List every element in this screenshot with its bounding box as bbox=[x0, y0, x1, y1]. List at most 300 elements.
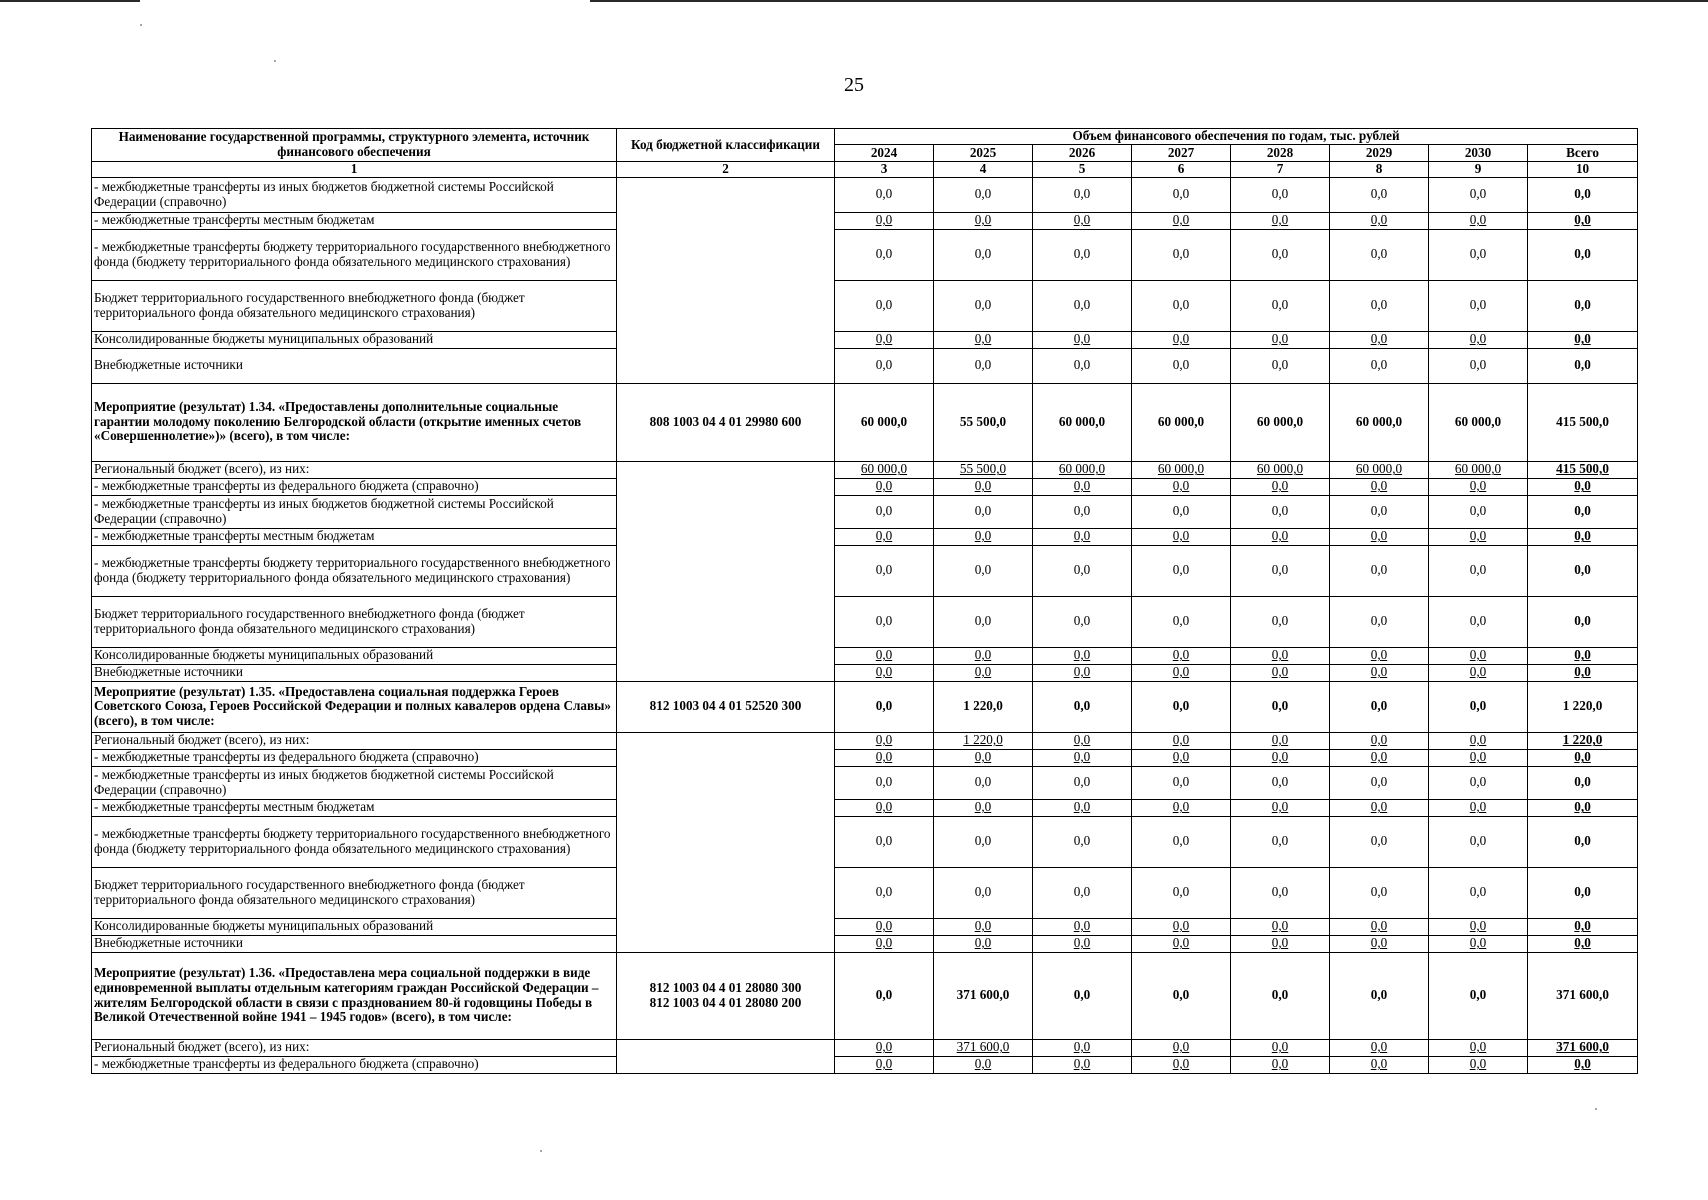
value-year: 0,0 bbox=[1330, 647, 1429, 664]
header-code: Код бюджетной классификации bbox=[617, 129, 835, 162]
value-total: 0,0 bbox=[1528, 348, 1638, 383]
value-year: 0,0 bbox=[1429, 596, 1528, 647]
value-total: 0,0 bbox=[1528, 918, 1638, 935]
header-volume: Объем финансового обеспечения по годам, тыс. рублей bbox=[835, 129, 1638, 145]
value-year: 0,0 bbox=[1231, 749, 1330, 766]
budget-code-line: 812 1003 04 4 01 52520 300 bbox=[649, 698, 802, 714]
value-year: 0,0 bbox=[835, 478, 934, 495]
value-year: 0,0 bbox=[1429, 212, 1528, 229]
table-row bbox=[92, 1056, 1638, 1073]
column-number: 4 bbox=[934, 162, 1033, 178]
table-row bbox=[92, 478, 1638, 495]
header-year: 2025 bbox=[934, 145, 1033, 162]
value-year: 0,0 bbox=[934, 495, 1033, 528]
value-year: 0,0 bbox=[835, 1056, 934, 1073]
value-year: 1 220,0 bbox=[934, 681, 1033, 732]
value-year: 0,0 bbox=[1429, 681, 1528, 732]
value-year: 0,0 bbox=[1132, 681, 1231, 732]
value-year: 0,0 bbox=[934, 280, 1033, 331]
table-row bbox=[92, 766, 1638, 799]
value-year: 371 600,0 bbox=[934, 1039, 1033, 1056]
value-total: 415 500,0 bbox=[1528, 461, 1638, 478]
value-year: 0,0 bbox=[934, 935, 1033, 952]
value-year: 0,0 bbox=[1330, 348, 1429, 383]
value-year: 0,0 bbox=[1231, 1056, 1330, 1073]
header-name: Наименование государственной программы, структурного элемента, источник финансового обеспечения bbox=[92, 129, 617, 162]
value-year: 0,0 bbox=[1231, 596, 1330, 647]
value-year: 0,0 bbox=[1033, 495, 1132, 528]
budget-code-empty bbox=[617, 177, 835, 383]
row-name: Мероприятие (результат) 1.34. «Предоставлены дополнительные социальные гарантии молодому поколению Белгородской области (открытие именных счетов «Совершеннолетие»)» (всего), в том числе: bbox=[92, 383, 617, 461]
value-year: 60 000,0 bbox=[835, 383, 934, 461]
value-year: 0,0 bbox=[835, 348, 934, 383]
table-row bbox=[92, 348, 1638, 383]
table-row bbox=[92, 280, 1638, 331]
value-year: 0,0 bbox=[1231, 766, 1330, 799]
column-number: 9 bbox=[1429, 162, 1528, 178]
value-total: 0,0 bbox=[1528, 766, 1638, 799]
row-name: - межбюджетные трансферты местным бюджетам bbox=[92, 799, 617, 816]
value-total: 0,0 bbox=[1528, 596, 1638, 647]
value-year: 0,0 bbox=[835, 816, 934, 867]
row-name: - межбюджетные трансферты из федерального бюджета (справочно) bbox=[92, 749, 617, 766]
value-year: 371 600,0 bbox=[934, 952, 1033, 1039]
row-name: Консолидированные бюджеты муниципальных образований bbox=[92, 331, 617, 348]
value-year: 0,0 bbox=[934, 647, 1033, 664]
value-total: 0,0 bbox=[1528, 212, 1638, 229]
value-year: 0,0 bbox=[934, 478, 1033, 495]
value-year: 60 000,0 bbox=[1429, 461, 1528, 478]
value-year: 0,0 bbox=[1033, 478, 1132, 495]
value-year: 0,0 bbox=[934, 918, 1033, 935]
row-name: - межбюджетные трансферты бюджету территориального государственного внебюджетного фонда (бюджету территориального фонда обязательного медицинского страхования) bbox=[92, 545, 617, 596]
value-total: 0,0 bbox=[1528, 331, 1638, 348]
value-total: 0,0 bbox=[1528, 545, 1638, 596]
value-year: 0,0 bbox=[1033, 596, 1132, 647]
column-number: 2 bbox=[617, 162, 835, 178]
header-year: 2027 bbox=[1132, 145, 1231, 162]
page-number: 25 bbox=[844, 74, 864, 96]
value-year: 0,0 bbox=[1231, 681, 1330, 732]
value-year: 60 000,0 bbox=[1033, 383, 1132, 461]
column-number: 1 bbox=[92, 162, 617, 178]
table-row bbox=[92, 177, 1638, 212]
value-year: 0,0 bbox=[1429, 478, 1528, 495]
value-total: 371 600,0 bbox=[1528, 1039, 1638, 1056]
budget-code-line: 808 1003 04 4 01 29980 600 bbox=[649, 413, 802, 429]
value-year: 0,0 bbox=[1330, 799, 1429, 816]
value-total: 0,0 bbox=[1528, 799, 1638, 816]
value-year: 0,0 bbox=[934, 212, 1033, 229]
value-year: 0,0 bbox=[1132, 732, 1231, 749]
value-year: 0,0 bbox=[1231, 212, 1330, 229]
value-year: 0,0 bbox=[835, 935, 934, 952]
row-name: Бюджет территориального государственного внебюджетного фонда (бюджет территориального фонда обязательного медицинского страхования) bbox=[92, 867, 617, 918]
value-year: 0,0 bbox=[835, 545, 934, 596]
value-total: 0,0 bbox=[1528, 935, 1638, 952]
row-name: Региональный бюджет (всего), из них: bbox=[92, 461, 617, 478]
value-year: 0,0 bbox=[1330, 545, 1429, 596]
value-year: 0,0 bbox=[1330, 935, 1429, 952]
table-row bbox=[92, 935, 1638, 952]
value-year: 0,0 bbox=[1033, 867, 1132, 918]
header-total: Всего bbox=[1528, 145, 1638, 162]
scan-top-edge bbox=[0, 0, 1708, 2]
value-year: 0,0 bbox=[934, 596, 1033, 647]
value-year: 0,0 bbox=[1330, 212, 1429, 229]
value-year: 0,0 bbox=[1330, 331, 1429, 348]
value-year: 0,0 bbox=[1033, 918, 1132, 935]
value-total: 0,0 bbox=[1528, 177, 1638, 212]
value-year: 0,0 bbox=[1033, 331, 1132, 348]
value-year: 0,0 bbox=[1033, 177, 1132, 212]
value-total: 0,0 bbox=[1528, 229, 1638, 280]
row-name: - межбюджетные трансферты из иных бюджетов бюджетной системы Российской Федерации (справочно) bbox=[92, 177, 617, 212]
row-name: Региональный бюджет (всего), из них: bbox=[92, 1039, 617, 1056]
table-row bbox=[92, 229, 1638, 280]
value-year: 0,0 bbox=[1429, 545, 1528, 596]
budget-code-empty bbox=[617, 461, 835, 681]
value-year: 0,0 bbox=[1231, 528, 1330, 545]
column-number-row bbox=[92, 162, 1638, 178]
row-name: Мероприятие (результат) 1.36. «Предоставлена мера социальной поддержки в виде единовременной выплаты отдельным категориям граждан Российской Федерации – жителям Белгородской области в связи с празднованием 80-й годовщины Победы в Великой Отечественной войне 1941 – 1945 годов» (всего), в том числе: bbox=[92, 952, 617, 1039]
value-year: 0,0 bbox=[1429, 766, 1528, 799]
budget-code bbox=[617, 681, 835, 732]
row-name: - межбюджетные трансферты из федерального бюджета (справочно) bbox=[92, 478, 617, 495]
value-year: 0,0 bbox=[835, 1039, 934, 1056]
value-year: 0,0 bbox=[1330, 867, 1429, 918]
value-year: 0,0 bbox=[835, 331, 934, 348]
value-year: 0,0 bbox=[1231, 867, 1330, 918]
value-year: 0,0 bbox=[1132, 1056, 1231, 1073]
value-year: 60 000,0 bbox=[835, 461, 934, 478]
budget-code-empty bbox=[617, 732, 835, 952]
value-year: 0,0 bbox=[1033, 766, 1132, 799]
value-year: 0,0 bbox=[835, 766, 934, 799]
value-year: 55 500,0 bbox=[934, 461, 1033, 478]
value-year: 0,0 bbox=[835, 952, 934, 1039]
table-row bbox=[92, 664, 1638, 681]
row-name: Консолидированные бюджеты муниципальных образований bbox=[92, 918, 617, 935]
value-year: 0,0 bbox=[1231, 935, 1330, 952]
value-year: 0,0 bbox=[1132, 348, 1231, 383]
value-year: 0,0 bbox=[1429, 664, 1528, 681]
table-row bbox=[92, 212, 1638, 229]
value-year: 0,0 bbox=[1231, 545, 1330, 596]
scan-speck bbox=[540, 1150, 542, 1152]
value-year: 0,0 bbox=[1330, 177, 1429, 212]
value-year: 0,0 bbox=[934, 867, 1033, 918]
row-name: Внебюджетные источники bbox=[92, 348, 617, 383]
value-year: 60 000,0 bbox=[1033, 461, 1132, 478]
value-year: 0,0 bbox=[1132, 478, 1231, 495]
value-year: 0,0 bbox=[934, 1056, 1033, 1073]
value-year: 0,0 bbox=[1330, 280, 1429, 331]
value-year: 0,0 bbox=[1429, 528, 1528, 545]
value-year: 0,0 bbox=[1429, 918, 1528, 935]
scan-speck bbox=[274, 60, 276, 62]
event-row bbox=[92, 952, 1638, 1039]
row-name: - межбюджетные трансферты местным бюджетам bbox=[92, 212, 617, 229]
table-row bbox=[92, 799, 1638, 816]
value-year: 0,0 bbox=[1330, 766, 1429, 799]
budget-code-empty bbox=[617, 1039, 835, 1073]
table-row bbox=[92, 732, 1638, 749]
value-total: 0,0 bbox=[1528, 528, 1638, 545]
value-total: 0,0 bbox=[1528, 816, 1638, 867]
value-year: 60 000,0 bbox=[1429, 383, 1528, 461]
row-name: - межбюджетные трансферты из федерального бюджета (справочно) bbox=[92, 1056, 617, 1073]
value-year: 0,0 bbox=[1033, 952, 1132, 1039]
value-year: 0,0 bbox=[835, 212, 934, 229]
value-year: 0,0 bbox=[1330, 1056, 1429, 1073]
column-number: 7 bbox=[1231, 162, 1330, 178]
value-year: 0,0 bbox=[835, 799, 934, 816]
value-year: 0,0 bbox=[934, 766, 1033, 799]
value-year: 0,0 bbox=[934, 348, 1033, 383]
value-year: 0,0 bbox=[1132, 918, 1231, 935]
value-year: 0,0 bbox=[1033, 749, 1132, 766]
header-year: 2028 bbox=[1231, 145, 1330, 162]
budget-code bbox=[617, 383, 835, 461]
value-year: 0,0 bbox=[835, 647, 934, 664]
value-year: 0,0 bbox=[934, 177, 1033, 212]
value-year: 0,0 bbox=[1231, 495, 1330, 528]
scan-speck bbox=[140, 24, 142, 26]
column-number: 10 bbox=[1528, 162, 1638, 178]
value-year: 0,0 bbox=[1033, 732, 1132, 749]
value-year: 0,0 bbox=[835, 664, 934, 681]
value-year: 0,0 bbox=[1330, 229, 1429, 280]
value-year: 0,0 bbox=[1231, 331, 1330, 348]
header-year: 2030 bbox=[1429, 145, 1528, 162]
value-year: 0,0 bbox=[1033, 664, 1132, 681]
value-year: 0,0 bbox=[1429, 1056, 1528, 1073]
value-total: 1 220,0 bbox=[1528, 681, 1638, 732]
value-year: 0,0 bbox=[1231, 478, 1330, 495]
value-year: 0,0 bbox=[1429, 495, 1528, 528]
value-year: 0,0 bbox=[1132, 596, 1231, 647]
value-year: 0,0 bbox=[1033, 528, 1132, 545]
column-number: 5 bbox=[1033, 162, 1132, 178]
value-year: 0,0 bbox=[835, 528, 934, 545]
value-year: 0,0 bbox=[1231, 647, 1330, 664]
column-number: 6 bbox=[1132, 162, 1231, 178]
value-total: 415 500,0 bbox=[1528, 383, 1638, 461]
table-row bbox=[92, 749, 1638, 766]
value-year: 0,0 bbox=[835, 867, 934, 918]
value-year: 0,0 bbox=[1429, 331, 1528, 348]
value-year: 0,0 bbox=[1330, 732, 1429, 749]
value-year: 0,0 bbox=[1231, 918, 1330, 935]
table-row bbox=[92, 495, 1638, 528]
budget-code bbox=[617, 952, 835, 1039]
row-name: Консолидированные бюджеты муниципальных образований bbox=[92, 647, 617, 664]
value-year: 0,0 bbox=[1330, 918, 1429, 935]
budget-table bbox=[91, 128, 1638, 1074]
value-year: 0,0 bbox=[1330, 495, 1429, 528]
value-year: 0,0 bbox=[1231, 348, 1330, 383]
table-row bbox=[92, 528, 1638, 545]
row-name: Мероприятие (результат) 1.35. «Предоставлена социальная поддержка Героев Советского Союза, Героев Российской Федерации и полных кавалеров ордена Славы» (всего), в том числе: bbox=[92, 681, 617, 732]
value-year: 0,0 bbox=[1429, 229, 1528, 280]
value-year: 0,0 bbox=[835, 681, 934, 732]
table-row bbox=[92, 647, 1638, 664]
value-year: 0,0 bbox=[1132, 495, 1231, 528]
value-year: 60 000,0 bbox=[1330, 383, 1429, 461]
value-year: 0,0 bbox=[1132, 545, 1231, 596]
value-year: 0,0 bbox=[1132, 766, 1231, 799]
value-year: 0,0 bbox=[1330, 528, 1429, 545]
value-year: 0,0 bbox=[1132, 280, 1231, 331]
value-year: 0,0 bbox=[1231, 1039, 1330, 1056]
value-year: 0,0 bbox=[1033, 229, 1132, 280]
value-total: 0,0 bbox=[1528, 664, 1638, 681]
value-year: 0,0 bbox=[934, 528, 1033, 545]
value-year: 0,0 bbox=[1132, 952, 1231, 1039]
value-year: 0,0 bbox=[835, 918, 934, 935]
value-year: 0,0 bbox=[1132, 331, 1231, 348]
value-year: 0,0 bbox=[1132, 867, 1231, 918]
value-year: 0,0 bbox=[934, 545, 1033, 596]
value-year: 0,0 bbox=[1330, 749, 1429, 766]
table-row bbox=[92, 1039, 1638, 1056]
value-year: 0,0 bbox=[1330, 681, 1429, 732]
value-total: 0,0 bbox=[1528, 867, 1638, 918]
table-row bbox=[92, 918, 1638, 935]
value-year: 0,0 bbox=[1132, 816, 1231, 867]
value-year: 0,0 bbox=[1033, 212, 1132, 229]
value-year: 0,0 bbox=[1132, 528, 1231, 545]
row-name: Внебюджетные источники bbox=[92, 664, 617, 681]
value-year: 0,0 bbox=[1330, 1039, 1429, 1056]
value-year: 0,0 bbox=[835, 495, 934, 528]
value-year: 0,0 bbox=[1429, 348, 1528, 383]
value-year: 0,0 bbox=[934, 749, 1033, 766]
value-year: 0,0 bbox=[1132, 664, 1231, 681]
value-year: 0,0 bbox=[1330, 952, 1429, 1039]
value-year: 0,0 bbox=[1231, 816, 1330, 867]
column-number: 8 bbox=[1330, 162, 1429, 178]
value-year: 0,0 bbox=[1033, 935, 1132, 952]
row-name: Бюджет территориального государственного внебюджетного фонда (бюджет территориального фонда обязательного медицинского страхования) bbox=[92, 596, 617, 647]
value-year: 55 500,0 bbox=[934, 383, 1033, 461]
value-year: 0,0 bbox=[1231, 732, 1330, 749]
value-year: 0,0 bbox=[1429, 867, 1528, 918]
value-year: 0,0 bbox=[1330, 478, 1429, 495]
row-name: - межбюджетные трансферты местным бюджетам bbox=[92, 528, 617, 545]
table-row bbox=[92, 867, 1638, 918]
value-year: 60 000,0 bbox=[1231, 383, 1330, 461]
value-year: 0,0 bbox=[1132, 1039, 1231, 1056]
value-year: 0,0 bbox=[835, 732, 934, 749]
row-name: - межбюджетные трансферты из иных бюджетов бюджетной системы Российской Федерации (справочно) bbox=[92, 766, 617, 799]
value-year: 0,0 bbox=[1033, 348, 1132, 383]
value-year: 0,0 bbox=[1231, 280, 1330, 331]
row-name: Региональный бюджет (всего), из них: bbox=[92, 732, 617, 749]
value-year: 0,0 bbox=[1132, 935, 1231, 952]
value-year: 0,0 bbox=[1132, 212, 1231, 229]
value-total: 0,0 bbox=[1528, 1056, 1638, 1073]
value-year: 60 000,0 bbox=[1330, 461, 1429, 478]
value-year: 0,0 bbox=[1429, 732, 1528, 749]
row-name: Внебюджетные источники bbox=[92, 935, 617, 952]
value-total: 0,0 bbox=[1528, 280, 1638, 331]
event-row bbox=[92, 681, 1638, 732]
value-year: 0,0 bbox=[1033, 799, 1132, 816]
value-year: 0,0 bbox=[1033, 1056, 1132, 1073]
value-year: 0,0 bbox=[835, 596, 934, 647]
value-year: 0,0 bbox=[1429, 935, 1528, 952]
row-name: - межбюджетные трансферты из иных бюджетов бюджетной системы Российской Федерации (справочно) bbox=[92, 495, 617, 528]
budget-table-wrapper bbox=[91, 128, 1638, 1074]
value-year: 0,0 bbox=[1231, 799, 1330, 816]
table-row bbox=[92, 461, 1638, 478]
value-year: 0,0 bbox=[1033, 280, 1132, 331]
value-year: 0,0 bbox=[1330, 664, 1429, 681]
value-year: 0,0 bbox=[1231, 952, 1330, 1039]
value-year: 0,0 bbox=[835, 749, 934, 766]
value-year: 0,0 bbox=[1231, 664, 1330, 681]
value-year: 0,0 bbox=[1231, 177, 1330, 212]
table-row bbox=[92, 596, 1638, 647]
value-year: 0,0 bbox=[934, 229, 1033, 280]
value-total: 1 220,0 bbox=[1528, 732, 1638, 749]
table-row bbox=[92, 816, 1638, 867]
value-total: 0,0 bbox=[1528, 495, 1638, 528]
value-year: 0,0 bbox=[1033, 681, 1132, 732]
event-row bbox=[92, 383, 1638, 461]
value-year: 0,0 bbox=[1429, 816, 1528, 867]
value-year: 0,0 bbox=[1033, 816, 1132, 867]
value-total: 371 600,0 bbox=[1528, 952, 1638, 1039]
value-year: 0,0 bbox=[835, 229, 934, 280]
column-number: 3 bbox=[835, 162, 934, 178]
row-name: - межбюджетные трансферты бюджету территориального государственного внебюджетного фонда (бюджету территориального фонда обязательного медицинского страхования) bbox=[92, 229, 617, 280]
value-year: 0,0 bbox=[1429, 177, 1528, 212]
value-year: 0,0 bbox=[934, 799, 1033, 816]
value-year: 0,0 bbox=[1033, 647, 1132, 664]
row-name: - межбюджетные трансферты бюджету территориального государственного внебюджетного фонда (бюджету территориального фонда обязательного медицинского страхования) bbox=[92, 816, 617, 867]
value-year: 0,0 bbox=[1429, 799, 1528, 816]
value-year: 0,0 bbox=[1429, 647, 1528, 664]
value-year: 0,0 bbox=[835, 177, 934, 212]
header-year: 2026 bbox=[1033, 145, 1132, 162]
budget-code-line: 812 1003 04 4 01 28080 200 bbox=[649, 994, 802, 1010]
value-year: 0,0 bbox=[1033, 1039, 1132, 1056]
value-year: 1 220,0 bbox=[934, 732, 1033, 749]
value-year: 60 000,0 bbox=[1132, 461, 1231, 478]
value-year: 0,0 bbox=[1033, 545, 1132, 596]
value-year: 0,0 bbox=[1132, 749, 1231, 766]
table-row bbox=[92, 331, 1638, 348]
budget-code-line: 812 1003 04 4 01 28080 300 bbox=[649, 980, 802, 995]
value-year: 0,0 bbox=[1429, 952, 1528, 1039]
value-year: 0,0 bbox=[1429, 280, 1528, 331]
value-year: 0,0 bbox=[835, 280, 934, 331]
value-year: 0,0 bbox=[1330, 596, 1429, 647]
value-total: 0,0 bbox=[1528, 478, 1638, 495]
scan-speck bbox=[1595, 1108, 1597, 1110]
value-year: 0,0 bbox=[1429, 749, 1528, 766]
table-row bbox=[92, 545, 1638, 596]
header-year: 2029 bbox=[1330, 145, 1429, 162]
value-year: 0,0 bbox=[1132, 229, 1231, 280]
value-year: 0,0 bbox=[1330, 816, 1429, 867]
value-total: 0,0 bbox=[1528, 647, 1638, 664]
value-year: 60 000,0 bbox=[1231, 461, 1330, 478]
value-year: 0,0 bbox=[934, 331, 1033, 348]
